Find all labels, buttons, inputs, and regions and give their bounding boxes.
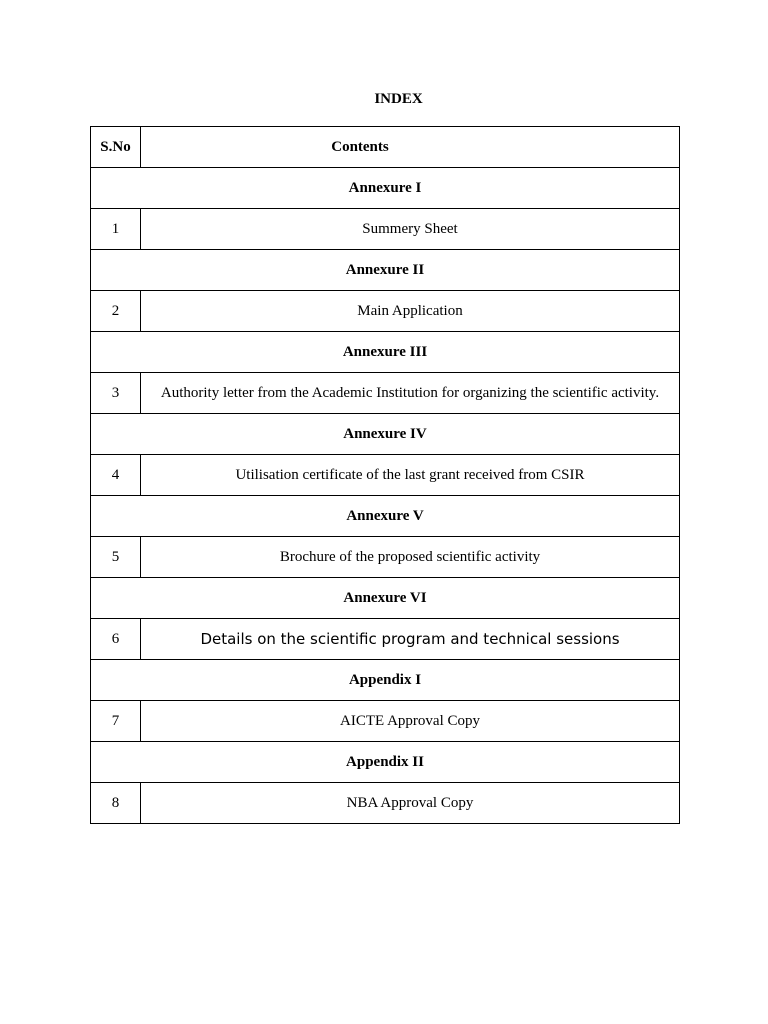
item-row	[91, 455, 680, 496]
item-row	[91, 209, 680, 250]
header-contents-label: Contents	[331, 138, 389, 155]
section-label: Annexure V	[91, 496, 680, 537]
item-row	[91, 701, 680, 742]
section-label: Annexure II	[91, 250, 680, 291]
item-row	[91, 537, 680, 578]
section-row	[91, 742, 680, 783]
item-content: Summery Sheet	[141, 209, 680, 250]
item-content: Brochure of the proposed scientific activity	[141, 537, 680, 578]
item-content: Utilisation certificate of the last grant received from CSIR	[141, 455, 680, 496]
index-table	[90, 126, 680, 824]
section-row	[91, 496, 680, 537]
item-content: Authority letter from the Academic Institution for organizing the scientific activity.	[141, 373, 680, 414]
section-label: Annexure I	[91, 168, 680, 209]
section-row	[91, 332, 680, 373]
item-sno: 7	[91, 701, 141, 742]
table-header-row	[91, 127, 680, 168]
item-content: Main Application	[141, 291, 680, 332]
item-content: AICTE Approval Copy	[141, 701, 680, 742]
item-sno: 5	[91, 537, 141, 578]
item-row	[91, 619, 680, 660]
item-row	[91, 783, 680, 824]
header-contents	[141, 127, 680, 168]
table-body	[91, 127, 680, 824]
section-row	[91, 168, 680, 209]
section-row	[91, 250, 680, 291]
item-sno: 2	[91, 291, 141, 332]
item-content: Details on the scientific program and technical sessions	[141, 619, 680, 660]
item-row	[91, 291, 680, 332]
section-row	[91, 660, 680, 701]
item-sno: 4	[91, 455, 141, 496]
page-title: INDEX	[374, 91, 423, 107]
section-label: Annexure III	[91, 332, 680, 373]
section-row	[91, 414, 680, 455]
item-sno: 1	[91, 209, 141, 250]
section-label: Annexure IV	[91, 414, 680, 455]
section-row	[91, 578, 680, 619]
header-sno: S.No	[91, 127, 141, 168]
section-label: Appendix II	[91, 742, 680, 783]
item-content: NBA Approval Copy	[141, 783, 680, 824]
item-sno: 8	[91, 783, 141, 824]
section-label: Appendix I	[91, 660, 680, 701]
item-sno: 3	[91, 373, 141, 414]
section-label: Annexure VI	[91, 578, 680, 619]
item-row	[91, 373, 680, 414]
item-sno: 6	[91, 619, 141, 660]
